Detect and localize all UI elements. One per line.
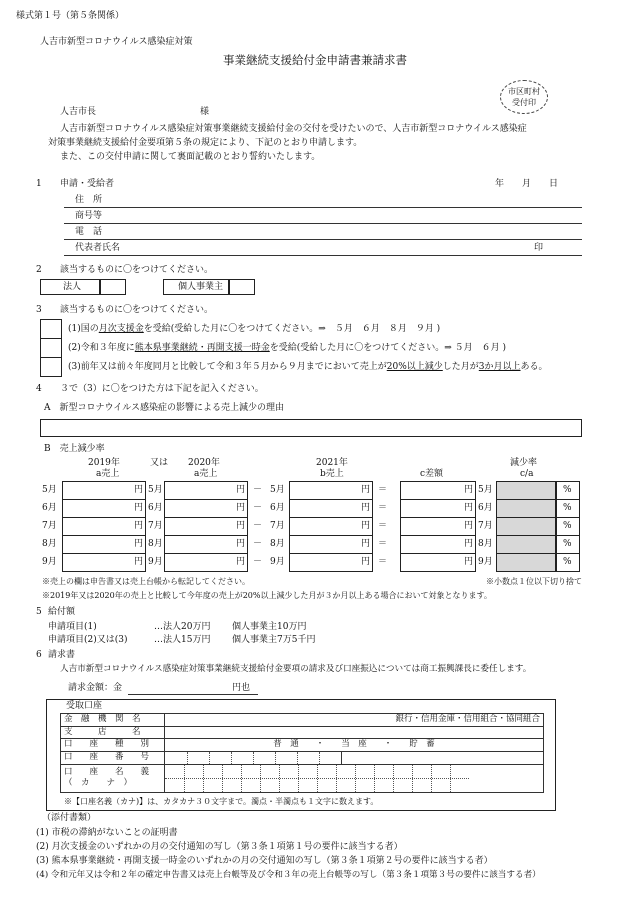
- digit-divider: [187, 752, 188, 764]
- page-title: 事業継続支援給付金申請書兼請求書: [223, 53, 407, 67]
- amount-line1-corp: …法人20万円: [154, 622, 211, 632]
- equals-sign: ＝: [378, 557, 388, 567]
- digit-divider: [319, 752, 320, 764]
- yen-unit: 円: [464, 539, 474, 549]
- equals-sign: ＝: [378, 503, 388, 513]
- col-2019: 2019年: [88, 458, 120, 468]
- col-ca: c/a: [520, 469, 534, 479]
- trade-name-label: 商号等: [75, 211, 103, 221]
- stamp-line1: 市区町村: [508, 87, 540, 96]
- individual-label: 個人事業主: [178, 282, 224, 292]
- option2-checkbox[interactable]: [40, 338, 62, 358]
- s5-number: 5: [36, 607, 42, 617]
- s6-number: 6: [36, 650, 42, 660]
- kana-label: （ カ ナ ）: [64, 778, 133, 788]
- month-label: 6月: [478, 503, 493, 513]
- percent-unit: %: [563, 539, 572, 549]
- phone-field[interactable]: [64, 239, 582, 240]
- yen-unit: 円: [236, 485, 246, 495]
- percent-unit: %: [563, 521, 572, 531]
- month-label: 5月: [42, 485, 57, 495]
- option3-text: (3)前年又は前々年度同月と比較して令和３年５月から９月までにおいて売上が20%以上減少した月が3か月以上ある。: [68, 362, 548, 372]
- yen-unit: 円: [236, 503, 246, 513]
- amount-unit: 円也: [232, 683, 251, 693]
- reason-label: A 新型コロナウイルス感染症の影響による売上減少の理由: [44, 403, 284, 413]
- branch-row: [61, 726, 544, 739]
- address-field[interactable]: [64, 207, 582, 208]
- month-label: 8月: [270, 539, 285, 549]
- holder-label: 口 座 名 義: [64, 767, 150, 778]
- branch-label: 支 店 名: [61, 726, 165, 739]
- holder-field[interactable]: [165, 764, 544, 792]
- individual-box: [163, 279, 229, 295]
- seal-mark: 印: [534, 243, 544, 253]
- minus-sign: －: [253, 485, 263, 495]
- month-label: 9月: [270, 557, 285, 567]
- yen-unit: 円: [361, 539, 371, 549]
- note-left: ※売上の欄は申告書又は売上台帳から転記してください。: [42, 577, 250, 586]
- addressee: 人吉市長: [60, 107, 97, 117]
- corp-box: [40, 279, 100, 295]
- decline-rate-label: B 売上減少率: [44, 444, 105, 454]
- month-label: 6月: [148, 503, 163, 513]
- month-label: 9月: [478, 557, 493, 567]
- amount-line1-item: 申請項目(1): [48, 622, 97, 632]
- amount-label: 請求金額：金: [68, 683, 123, 693]
- amount-line1-individual: 個人事業主10万円: [232, 622, 307, 632]
- rate-cell: [496, 499, 556, 518]
- equals-sign: ＝: [378, 521, 388, 531]
- reception-stamp: [500, 80, 548, 114]
- s6-label: 請求書: [48, 650, 76, 660]
- month-label: 6月: [270, 503, 285, 513]
- application-date: 年 月 日: [495, 179, 559, 189]
- holder-label-cell: [61, 764, 165, 792]
- s2-label: 該当するものに〇をつけてください。: [60, 265, 214, 275]
- option3-checkbox[interactable]: [40, 357, 62, 377]
- yen-unit: 円: [134, 539, 144, 549]
- note-2: ※2019年又は2020年の売上と比較して今年度の売上が20%以上減少した月が３か月以上ある場合において対象となります。: [42, 591, 492, 600]
- month-label: 9月: [42, 557, 57, 567]
- rate-cell: [496, 553, 556, 572]
- intro-line2: 対策事業継続支援給付金要項第５条の規定により、下記のとおり申請します。: [48, 138, 363, 148]
- month-label: 7月: [42, 521, 57, 531]
- kana-row-divider: [165, 778, 469, 779]
- note-right: ※小数点１位以下切り捨て: [486, 577, 582, 586]
- kana-note: ※【口座名義（カナ)】は、カタカナ３０文字まで。濁点・半濁点も１文字に数えます。: [64, 797, 379, 806]
- month-label: 6月: [42, 503, 57, 513]
- digit-divider: [231, 752, 232, 764]
- number-cells: [165, 752, 543, 764]
- type-options[interactable]: 普 通 ・ 当 座 ・ 貯 蓄: [165, 739, 544, 752]
- bank-row: [61, 714, 544, 727]
- rate-cell: [496, 517, 556, 536]
- attachment-item: (1) 市税の滞納がないことの証明書: [36, 828, 178, 838]
- yen-unit: 円: [134, 521, 144, 531]
- address-label: 住 所: [75, 195, 103, 205]
- yen-unit: 円: [236, 521, 246, 531]
- corp-checkbox[interactable]: [100, 279, 126, 295]
- intro-line3: また、この交付申請に関して裏面記載のとおり誓約いたします。: [60, 152, 321, 162]
- percent-unit: %: [563, 503, 572, 513]
- s1-label: 申請・受給者: [60, 179, 115, 189]
- holder-row: [61, 764, 544, 792]
- organizer: 人吉市新型コロナウイルス感染症対策: [40, 37, 193, 47]
- account-title: 受取口座: [66, 701, 103, 711]
- yen-unit: 円: [361, 503, 371, 513]
- yen-unit: 円: [134, 557, 144, 567]
- type-row: [61, 739, 544, 752]
- col-rate: 減少率: [510, 458, 538, 468]
- amount-line2-individual: 個人事業主7万5千円: [232, 635, 316, 645]
- s4-number: 4: [36, 384, 42, 394]
- number-row: [61, 751, 544, 764]
- digit-divider: [209, 752, 210, 764]
- amount-line2-corp: …法人15万円: [154, 635, 211, 645]
- s3-number: 3: [36, 305, 42, 315]
- digit-divider: [253, 752, 254, 764]
- reason-field[interactable]: [40, 419, 582, 437]
- number-label: 口 座 番 号: [61, 751, 165, 764]
- s3-label: 該当するものに〇をつけてください。: [60, 305, 214, 315]
- equals-sign: ＝: [378, 539, 388, 549]
- col-b: b売上: [320, 469, 344, 479]
- attachment-item: (4) 令和元年又は令和２年の確定申告書又は売上台帳等及び令和３年の売上台帳等の写し（第３条１項第３号の要件に該当する者）: [36, 870, 541, 880]
- minus-sign: －: [253, 557, 263, 567]
- minus-sign: －: [253, 521, 263, 531]
- month-label: 8月: [478, 539, 493, 549]
- representative-field[interactable]: [64, 255, 582, 256]
- type-label: 口 座 種 別: [61, 739, 165, 752]
- month-label: 5月: [478, 485, 493, 495]
- yen-unit: 円: [464, 503, 474, 513]
- attachment-item: (2) 月次支援金のいずれかの月の交付通知の写し（第３条１項第１号の要件に該当する者）: [36, 842, 403, 852]
- kana-cells: [165, 765, 543, 792]
- col-a-2019: a売上: [96, 469, 120, 479]
- month-label: 7月: [270, 521, 285, 531]
- number-field[interactable]: [165, 751, 544, 764]
- form-number: 様式第１号（第５条関係）: [16, 11, 125, 21]
- option1-checkbox[interactable]: [40, 319, 62, 339]
- digit-divider: [297, 752, 298, 764]
- yen-unit: 円: [134, 503, 144, 513]
- phone-label: 電 話: [75, 227, 103, 237]
- rate-cell: [496, 535, 556, 554]
- option2-text: (2)令和３年度に熊本県事業継続・再開支援一時金を受給(受給した月に〇をつけてください。⇒ ５月 ６月 ): [68, 343, 507, 353]
- s2-number: 2: [36, 265, 42, 275]
- stamp-line2: 受付印: [512, 98, 536, 107]
- digit-end: [341, 752, 342, 764]
- account-table: [60, 713, 544, 793]
- digit-divider: [275, 752, 276, 764]
- minus-sign: －: [253, 503, 263, 513]
- s5-label: 給付額: [48, 607, 76, 617]
- individual-checkbox[interactable]: [229, 279, 255, 295]
- yen-unit: 円: [236, 557, 246, 567]
- col-2020: 2020年: [188, 458, 220, 468]
- month-label: 9月: [148, 557, 163, 567]
- amount-line2-item: 申請項目(2)又は(3): [48, 635, 128, 645]
- rate-cell: [496, 481, 556, 500]
- corp-label: 法人: [63, 282, 82, 292]
- yen-unit: 円: [361, 485, 371, 495]
- yen-unit: 円: [361, 521, 371, 531]
- percent-unit: %: [563, 485, 572, 495]
- s1-number: 1: [36, 179, 42, 189]
- yen-unit: 円: [464, 521, 474, 531]
- attachments-title: （添付書類）: [42, 813, 97, 823]
- trade-name-field[interactable]: [64, 223, 582, 224]
- option1-text: (1)国の月次支援金を受給(受給した月に〇をつけてください。⇒ ５月 ６月 ８月 ９月 ): [68, 324, 441, 334]
- minus-sign: －: [253, 539, 263, 549]
- delegation-text: 人吉市新型コロナウイルス感染症対策事業継続支援給付金要項の請求及び口座振込については商工振興課長に委任します。: [60, 664, 532, 674]
- month-label: 5月: [148, 485, 163, 495]
- yen-unit: 円: [464, 485, 474, 495]
- col-a-2020: a売上: [194, 469, 218, 479]
- yen-unit: 円: [361, 557, 371, 567]
- percent-unit: %: [563, 557, 572, 567]
- yen-unit: 円: [464, 557, 474, 567]
- representative-label: 代表者氏名: [75, 243, 121, 253]
- col-c: c差額: [420, 469, 444, 479]
- attachment-item: (3) 熊本県事業継続・再開支援一時金のいずれかの月の交付通知の写し（第３条１項第２号の要件に該当する者）: [36, 856, 493, 866]
- month-label: 8月: [42, 539, 57, 549]
- month-label: 7月: [148, 521, 163, 531]
- equals-sign: ＝: [378, 485, 388, 495]
- month-label: 8月: [148, 539, 163, 549]
- s4-label: ３で（3）に〇をつけた方は下記を記入ください。: [60, 384, 264, 394]
- yen-unit: 円: [236, 539, 246, 549]
- intro-line1: 人吉市新型コロナウイルス感染症対策事業継続支援給付金の交付を受けたいので、人吉市新型コロナウイルス感染症: [60, 124, 527, 134]
- branch-field[interactable]: [165, 726, 544, 739]
- honorific: 様: [200, 107, 210, 117]
- month-label: 5月: [270, 485, 285, 495]
- col-2021: 2021年: [316, 458, 348, 468]
- yen-unit: 円: [134, 485, 144, 495]
- month-label: 7月: [478, 521, 493, 531]
- bank-label: 金 融 機 関 名: [61, 714, 165, 727]
- bank-types[interactable]: 銀行・信用金庫・信用組合・協同組合: [165, 714, 544, 727]
- col-or: 又は: [150, 458, 169, 468]
